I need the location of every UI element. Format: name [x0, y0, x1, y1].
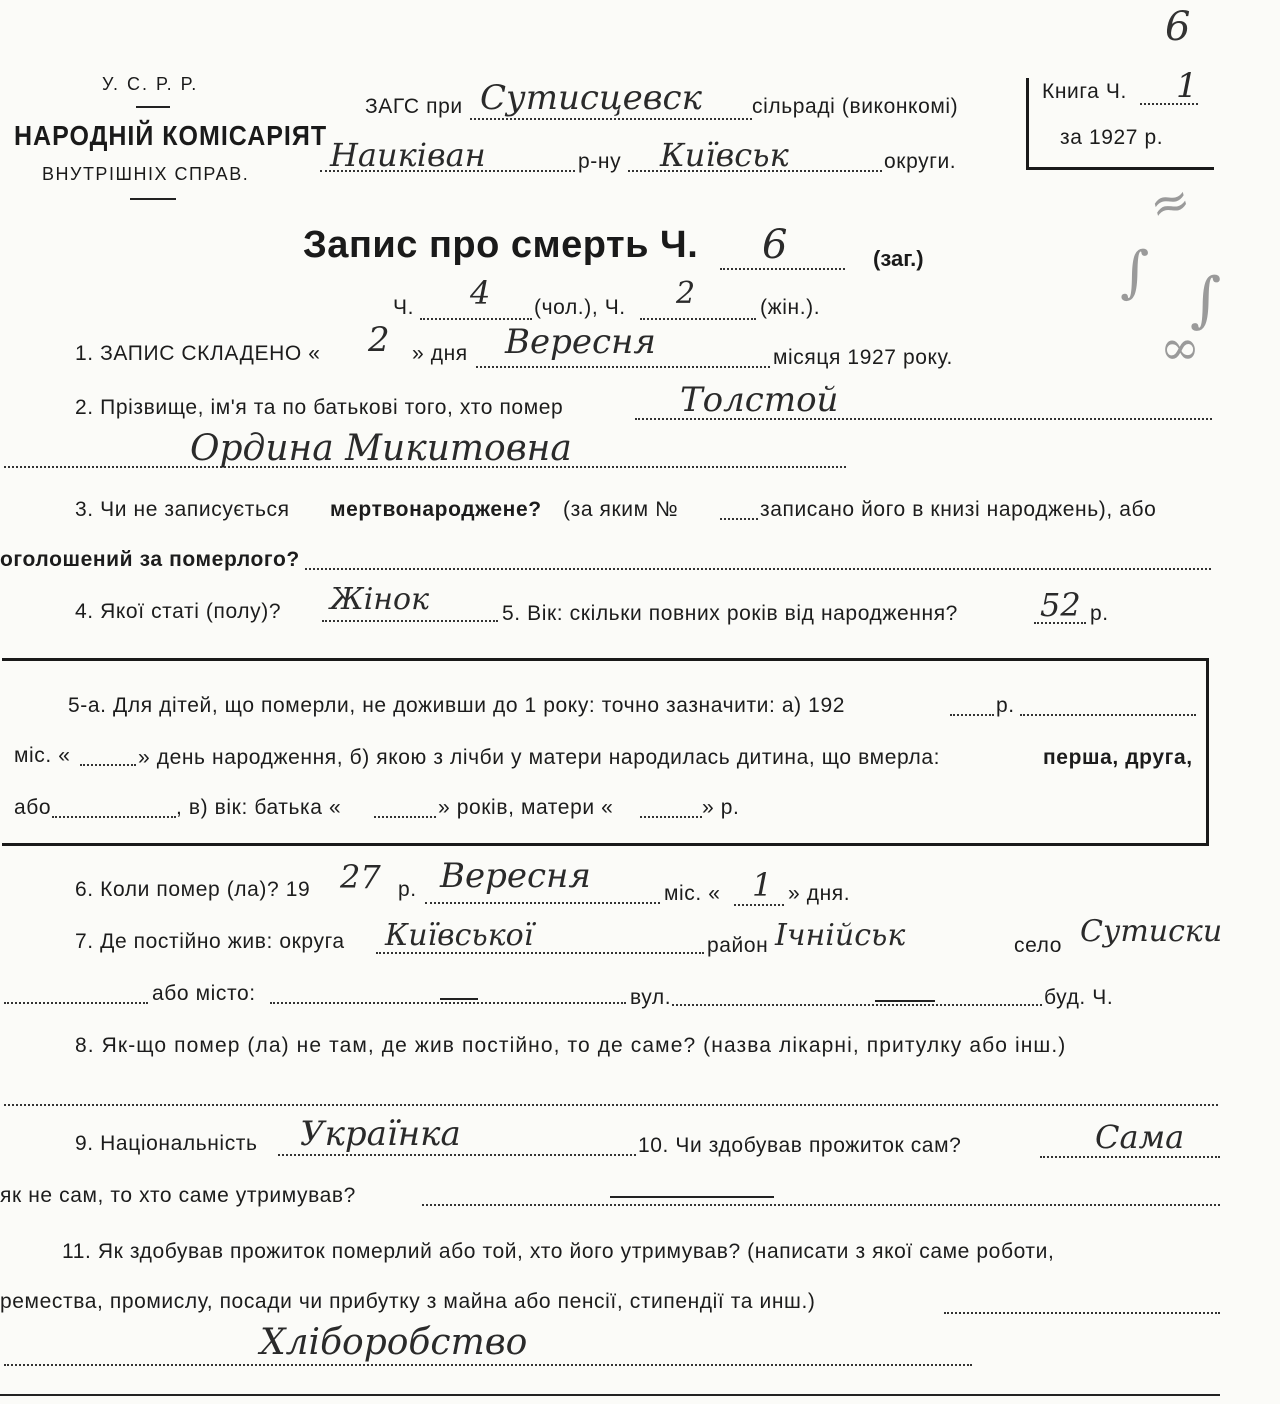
field2-label: 2. Прізвище, ім'я та по батькові того, хто помер: [75, 396, 564, 419]
field7-line2-b: вул.: [630, 986, 672, 1009]
header-commissariat: НАРОДНІЙ КОМІСАРІЯТ: [14, 120, 328, 152]
field7-city-dash: [440, 998, 478, 1000]
bottom-rule: [0, 1394, 1220, 1396]
field8-line: [4, 1104, 1218, 1106]
pencil-mark: ∞: [1160, 320, 1200, 376]
field11-value-line: [4, 1364, 972, 1366]
field7-line2-a: або місто:: [152, 982, 256, 1005]
field5-value: 52: [1040, 586, 1081, 624]
field7-rayon: Ічнійськ: [775, 918, 906, 953]
field7-selo-label: село: [1014, 934, 1063, 957]
field5a-line3-a: або: [14, 796, 52, 819]
pencil-mark: ∫: [1120, 240, 1150, 305]
field6-label: 6. Коли помер (ла)? 19: [75, 878, 311, 901]
field4-label: 4. Якої статі (полу)?: [75, 600, 282, 623]
field5-label: 5. Вік: скільки повних років від народження?: [502, 602, 958, 625]
field7-selo: Сутиски: [1080, 914, 1223, 949]
field9-value: Українка: [300, 1114, 461, 1154]
field7-city-line: [270, 1002, 626, 1004]
field5a-line1-a: 5-а. Для дітей, що померли, не доживши до 1 року: точно зазначити: а) 192: [68, 694, 846, 717]
field2-name: Ордина Микитовна: [190, 428, 572, 469]
district-label: р-ну: [578, 150, 622, 173]
field1-month: Вересня: [505, 322, 656, 362]
zags-value: Сутисцевск: [480, 78, 702, 118]
field6-suffix: » дня.: [788, 882, 851, 905]
field3-bold: мертвонароджене?: [330, 498, 542, 521]
field5a-line2-bold: перша, друга,: [1043, 746, 1193, 769]
header-ministry: ВНУТРІШНІХ СПРАВ.: [42, 164, 250, 184]
field9-label: 9. Національність: [75, 1132, 258, 1155]
field4-line: [322, 620, 498, 622]
field6-year: 27: [340, 858, 381, 896]
field5a-line1-b: р.: [996, 694, 1015, 717]
field6-month: Вересня: [440, 856, 591, 896]
field5a-line3-c: » років, матери «: [438, 796, 614, 819]
field5a-line1-fill: [1020, 714, 1196, 716]
field7-okrug: Київської: [385, 918, 534, 953]
field11-line2: ремества, промислу, посади чи прибутку з майна або пенсії, стипендії та инш.): [0, 1290, 816, 1313]
field11-line2-fill: [944, 1312, 1220, 1314]
field7-city-pre-line: [4, 1002, 148, 1004]
divider: [136, 106, 170, 108]
field1-suffix: місяця 1927 року.: [773, 346, 953, 369]
field6-month-line: [425, 902, 660, 904]
field5-suffix: р.: [1090, 602, 1109, 625]
field10-dash: [610, 1196, 774, 1198]
field11-value: Хліборобство: [260, 1322, 528, 1363]
female-count: 2: [676, 276, 696, 311]
book-number: 1: [1176, 66, 1198, 106]
field10-line: [1040, 1156, 1220, 1158]
field3-number-line: [720, 518, 758, 520]
field5a-line2-a: міс. «: [14, 744, 71, 767]
female-count-line: [640, 318, 756, 320]
divider: [130, 198, 176, 200]
pencil-mark: ≈: [1143, 170, 1197, 236]
field10-label: 10. Чи здобував прожиток сам?: [638, 1134, 962, 1157]
field7-rayon-label: район: [707, 934, 769, 957]
field3-label-a: 3. Чи не записується: [75, 498, 290, 521]
field8-label: 8. Як-що помер (ла) не там, де жив постійно, то де саме? (назва лікарні, притулку або інш.): [75, 1034, 1067, 1057]
field5a-order-line: [52, 816, 176, 818]
okrug-value: Київськ: [660, 136, 789, 174]
okrug-label: округи.: [884, 150, 957, 173]
zags-prefix: ЗАГС при: [365, 95, 463, 118]
field10-line2-fill: [422, 1204, 1220, 1206]
field7-line2-c: буд. Ч.: [1044, 986, 1114, 1009]
field5a-year-line: [950, 714, 994, 716]
male-prefix: Ч.: [393, 296, 415, 319]
field5a-month-line: [80, 764, 136, 766]
male-count-line: [420, 318, 532, 320]
field7-street-dash: [875, 1000, 935, 1002]
okrug-fill-line: [628, 170, 882, 172]
field1-day: 2: [368, 320, 390, 360]
field2-surname: Толстой: [680, 380, 839, 420]
record-title: Запис про смерть Ч.: [303, 224, 699, 266]
page-number: 6: [1165, 4, 1191, 50]
record-total-label: (заг.): [873, 246, 924, 271]
field1-label: 1. ЗАПИС СКЛАДЕНО «: [75, 342, 321, 365]
record-number-line: [720, 268, 845, 270]
field5a-line3-b: , в) вік: батька «: [176, 796, 342, 819]
field5a-mother-line: [640, 816, 702, 818]
field6-r: р.: [398, 878, 417, 901]
district-fill-line: [320, 170, 575, 172]
field7-label: 7. Де постійно жив: округа: [75, 930, 345, 953]
field10-value: Сама: [1095, 1118, 1185, 1156]
field1-day-suffix: » дня: [412, 342, 468, 365]
header-republic: У. С. Р. Р.: [102, 74, 199, 94]
district-value: Наиківан: [330, 136, 486, 174]
field5a-line2-b: » день народження, б) якою з лічби у матери народилась дитина, що вмерла:: [138, 746, 941, 769]
field10-line2: як не сам, то хто саме утримував?: [0, 1184, 356, 1207]
field3-line2-fill: [305, 568, 1211, 570]
field5a-father-line: [374, 816, 436, 818]
field6-mis: міс. «: [664, 882, 721, 905]
field4-value: Жінок: [330, 582, 430, 617]
council-label: сільраді (виконкомі): [752, 95, 959, 118]
field6-day-line: [734, 904, 784, 906]
field11-line1: 11. Як здобував прожиток померлий або той, хто його утримував? (написати з якої саме роботи,: [62, 1240, 1055, 1263]
field7-street-line: [672, 1004, 1042, 1006]
zags-fill-line: [470, 118, 752, 120]
field3-label-b: (за яким №: [563, 498, 679, 521]
field3-label-c: записано його в книзі народжень), або: [760, 498, 1157, 521]
male-count: 4: [470, 274, 491, 312]
field1-month-line: [476, 366, 770, 368]
book-label: Книга Ч.: [1042, 80, 1127, 103]
field9-line: [278, 1154, 636, 1156]
field3-line2: оголошений за померлого?: [0, 548, 300, 571]
field5a-line3-d: » р.: [702, 796, 740, 819]
field6-day: 1: [752, 866, 773, 904]
female-label: (жін.).: [760, 296, 821, 319]
record-number: 6: [762, 222, 788, 268]
male-label: (чол.), Ч.: [534, 296, 626, 319]
book-year: за 1927 р.: [1060, 126, 1164, 149]
pencil-mark: ∫: [1190, 265, 1222, 335]
